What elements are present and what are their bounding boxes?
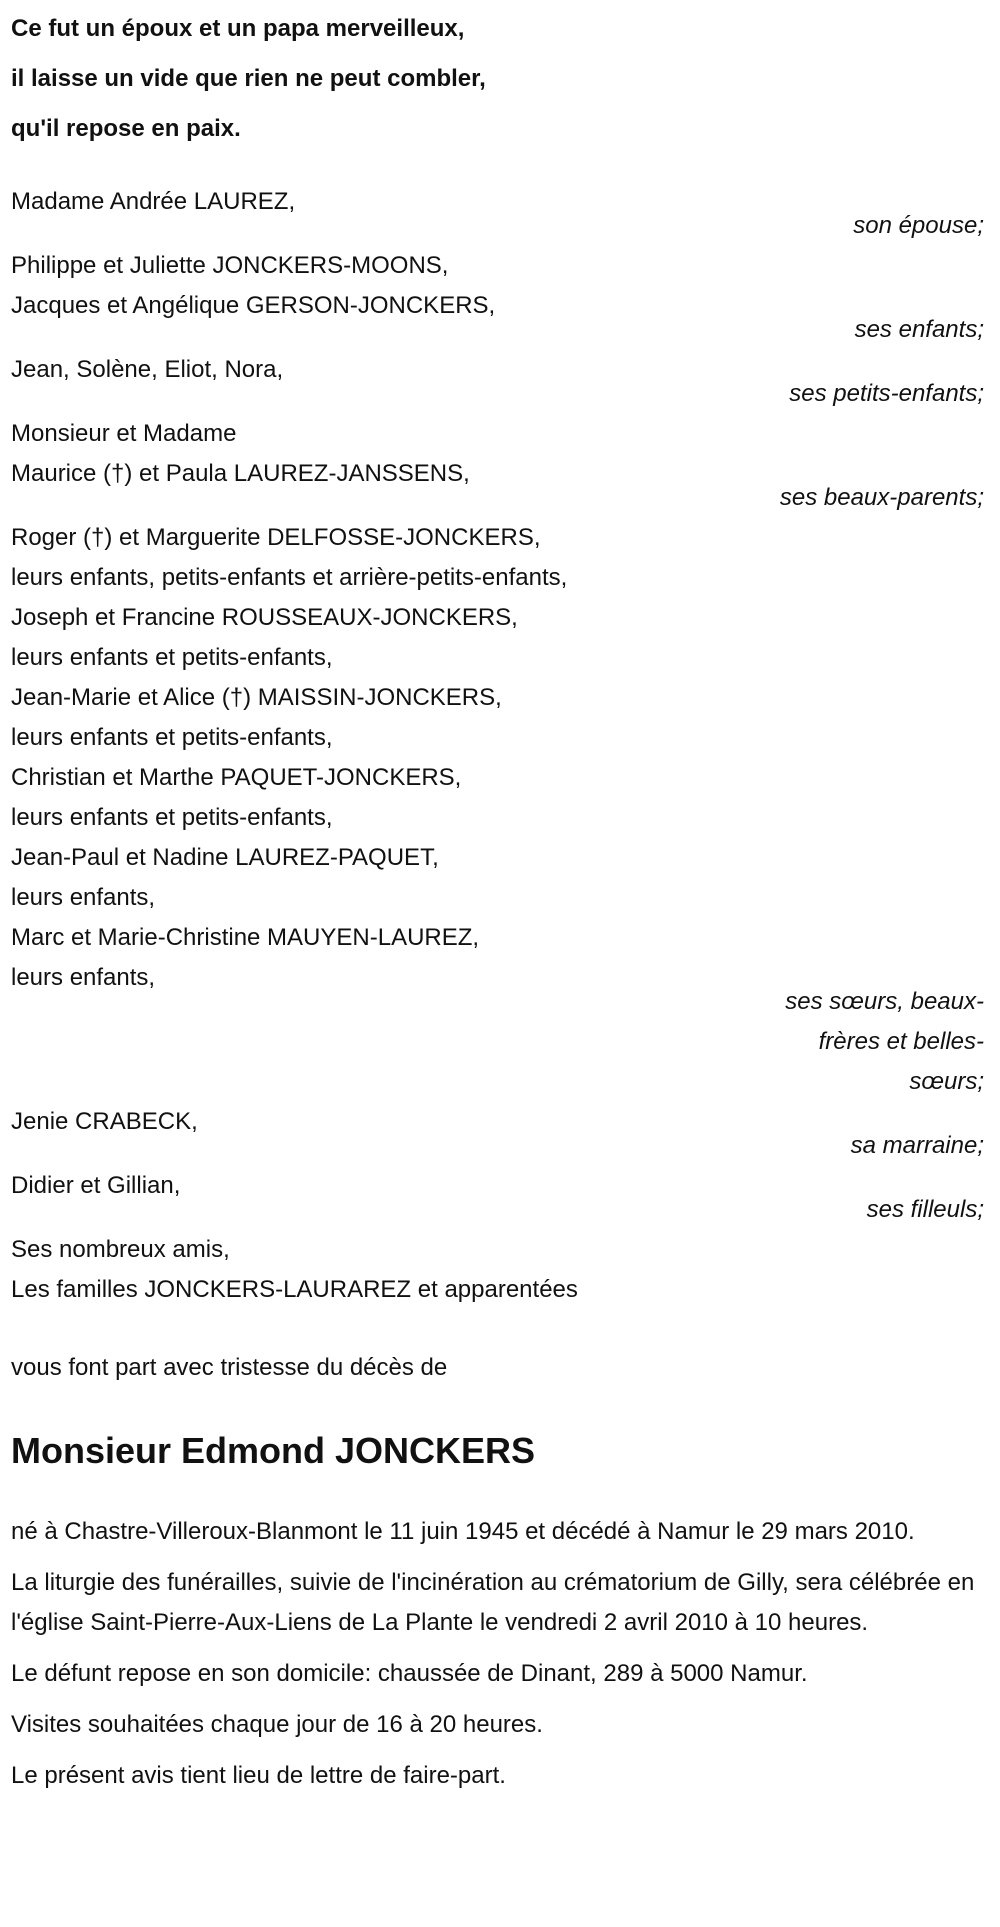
- family-line: leurs enfants,: [11, 884, 156, 911]
- paragraph-notice: Le présent avis tient lieu de lettre de faire-part.: [11, 1762, 506, 1789]
- paragraph-funeral: La liturgie des funérailles, suivie de l'incinération au crématorium de Gilly, sera célébrée en l'église Saint-Pierre-Aux-Liens de La Plante le vendredi 2 avril 2010 à 10 heures.: [11, 1569, 975, 1636]
- paragraph-visits: Visites souhaitées chaque jour de 16 à 20 heures.: [11, 1711, 543, 1738]
- details: [11, 1512, 984, 1796]
- verse-line: Ce fut un époux et un papa merveilleux,: [11, 15, 465, 42]
- verse-line: qu'il repose en paix.: [11, 115, 241, 142]
- family-group: [11, 414, 984, 518]
- family-group: [11, 518, 984, 1102]
- family-line: Christian et Marthe PAQUET-JONCKERS,: [11, 764, 462, 791]
- paragraph-birth-death: né à Chastre-Villeroux-Blanmont le 11 juin 1945 et décédé à Namur le 29 mars 2010.: [11, 1518, 915, 1545]
- family-group: [11, 1166, 984, 1230]
- verse: [11, 4, 984, 154]
- family-line: Jean-Paul et Nadine LAUREZ-PAQUET,: [11, 844, 439, 871]
- family-line: Ses nombreux amis,: [11, 1236, 230, 1263]
- family-line: Marc et Marie-Christine MAUYEN-LAUREZ,: [11, 924, 480, 951]
- family-line: Jacques et Angélique GERSON-JONCKERS,: [11, 292, 496, 319]
- relationship-label: ses enfants;: [854, 316, 984, 343]
- relationship-label: ses sœurs, beaux-frères et belles-sœurs;: [785, 988, 984, 1095]
- family-group: [11, 246, 984, 350]
- relationship-label: ses petits-enfants;: [789, 380, 984, 407]
- family-line: Jenie CRABECK,: [11, 1108, 198, 1135]
- family-line: Philippe et Juliette JONCKERS-MOONS,: [11, 252, 449, 279]
- relationship-label: ses filleuls;: [866, 1196, 984, 1223]
- family-group: [11, 350, 984, 414]
- family-line: Jean-Marie et Alice (†) MAISSIN-JONCKERS,: [11, 684, 502, 711]
- relationship-label: sa marraine;: [850, 1132, 984, 1159]
- deceased-name: Monsieur Edmond JONCKERS: [11, 1430, 536, 1471]
- family-line: leurs enfants, petits-enfants et arrière-petits-enfants,: [11, 564, 568, 591]
- family-line: Monsieur et Madame: [11, 420, 237, 447]
- verse-line: il laisse un vide que rien ne peut combler,: [11, 65, 486, 92]
- family-line: leurs enfants et petits-enfants,: [11, 644, 333, 671]
- family-line: Les familles JONCKERS-LAURAREZ et apparentées: [11, 1276, 578, 1303]
- relationship-label: ses beaux-parents;: [779, 484, 984, 511]
- family-line: Joseph et Francine ROUSSEAUX-JONCKERS,: [11, 604, 518, 631]
- family-line: leurs enfants et petits-enfants,: [11, 804, 333, 831]
- paragraph-rest-place: Le défunt repose en son domicile: chaussée de Dinant, 289 à 5000 Namur.: [11, 1660, 808, 1687]
- announcement: vous font part avec tristesse du décès de: [11, 1354, 448, 1381]
- family-line: Didier et Gillian,: [11, 1172, 181, 1199]
- family-line: Madame Andrée LAUREZ,: [11, 188, 296, 215]
- family-line: Maurice (†) et Paula LAUREZ-JANSSENS,: [11, 460, 470, 487]
- relationship-label: son épouse;: [853, 212, 984, 239]
- family-line: leurs enfants,: [11, 964, 156, 991]
- family-group: [11, 1230, 984, 1310]
- family-line: Roger (†) et Marguerite DELFOSSE-JONCKERS,: [11, 524, 541, 551]
- family-line: leurs enfants et petits-enfants,: [11, 724, 333, 751]
- family-group: [11, 182, 984, 246]
- family-line: Jean, Solène, Eliot, Nora,: [11, 356, 284, 383]
- family-group: [11, 1102, 984, 1166]
- family-list: [11, 182, 984, 1310]
